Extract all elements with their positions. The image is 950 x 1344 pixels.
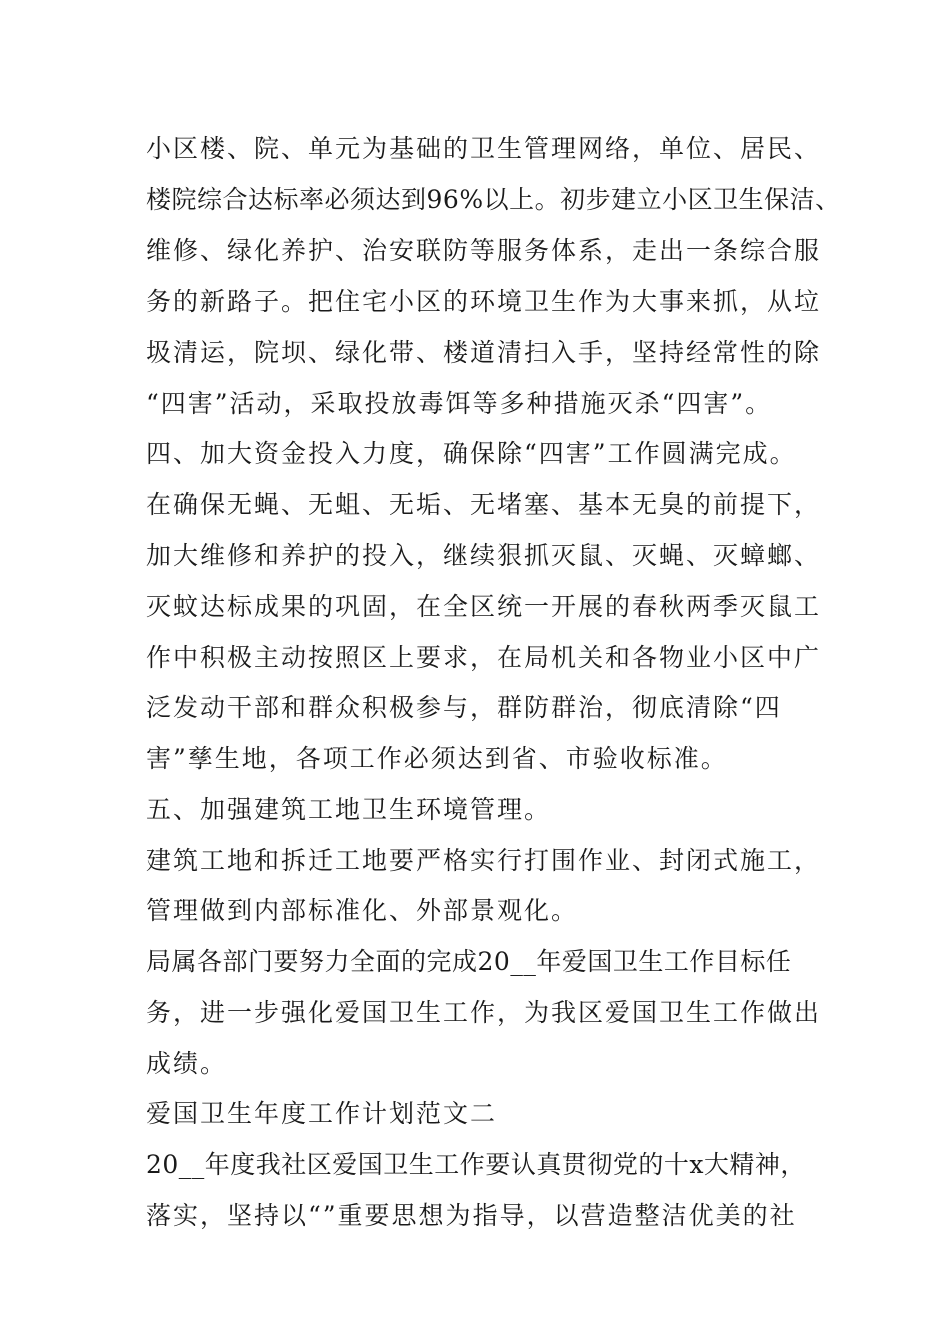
section-heading: 五、加强建筑工地卫生环境管理。 — [146, 795, 552, 824]
text-line: 成绩。 — [146, 1049, 228, 1078]
text-line: 维修、绿化养护、治安联防等服务体系，走出一条综合服 — [146, 236, 822, 265]
text-line: 害”孳生地，各项工作必须达到省、市验收标准。 — [146, 744, 728, 773]
text-line: 作中积极主动按照区上要求，在局机关和各物业小区中广 — [146, 643, 822, 672]
text-line: 在确保无蝇、无蛆、无垢、无堵塞、基本无臭的前提下， — [146, 490, 822, 519]
text-line: 小区楼、院、单元为基础的卫生管理网络，单位、居民、 — [146, 134, 822, 163]
text-line: 局属各部门要努力全面的完成20__年爱国卫生工作目标任 — [146, 947, 792, 976]
text-line: 泛发动干部和群众积极参与，群防群治，彻底清除“四 — [146, 693, 782, 722]
text-line: 管理做到内部标准化、外部景观化。 — [146, 896, 579, 925]
section-title: 爱国卫生年度工作计划范文二 — [146, 1099, 498, 1128]
text-line: 灭蚊达标成果的巩固，在全区统一开展的春秋两季灭鼠工 — [146, 592, 822, 621]
text-line: 楼院综合达标率必须达到96%以上。初步建立小区卫生保洁、 — [146, 185, 841, 214]
text-line: 20__年度我社区爱国卫生工作要认真贯彻党的十x大精神， — [146, 1150, 806, 1179]
text-line: 建筑工地和拆迁工地要严格实行打围作业、封闭式施工， — [146, 846, 822, 875]
text-line: “四害”活动，采取投放毒饵等多种措施灭杀“四害”。 — [146, 389, 773, 418]
text-line: 务的新路子。把住宅小区的环境卫生作为大事来抓，从垃 — [146, 287, 822, 316]
text-line: 加大维修和养护的投入，继续狠抓灭鼠、灭蝇、灭蟑螂、 — [146, 541, 822, 570]
text-line: 圾清运，院坝、绿化带、楼道清扫入手，坚持经常性的除 — [146, 338, 822, 367]
text-line: 务，进一步强化爱国卫生工作，为我区爱国卫生工作做出 — [146, 998, 822, 1027]
section-heading: 四、加大资金投入力度，确保除“四害”工作圆满完成。 — [146, 439, 797, 468]
text-line: 落实，坚持以“”重要思想为指导，以营造整洁优美的社 — [146, 1201, 797, 1230]
